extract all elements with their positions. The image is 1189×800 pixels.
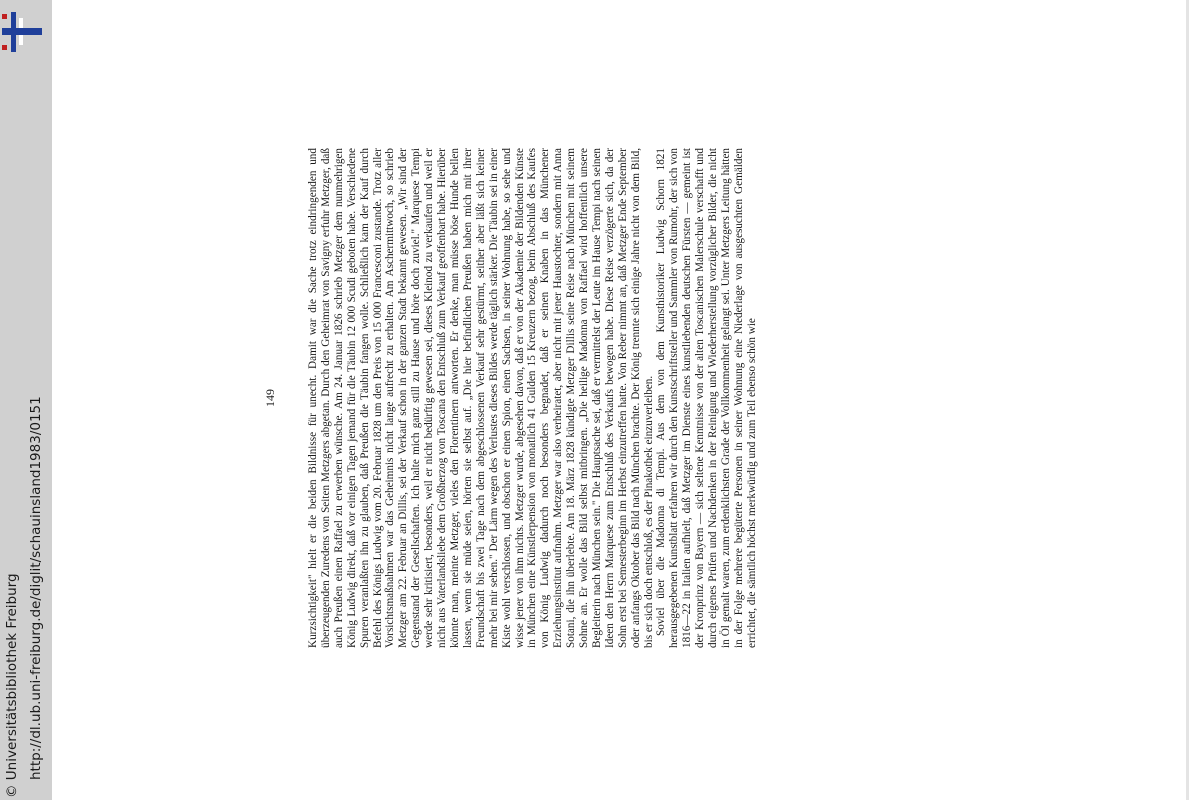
viewer-sidebar (0, 0, 52, 800)
scanned-page (263, 148, 971, 648)
viewer-credits (0, 0, 52, 800)
paragraph: Kurzsichtigkeit" hielt er die beiden Bildnisse für unecht. Damit war die Sache trotz eindringenden und überzeugenden Zuredens von Seiten Metzgers abgetan. Durch den Geheimrat von Savigny erfuhr Metzger, daß auch Preußen einen Raffael zu erwerben wünsche. Am 24. Januar 1826 schrieb Metzger dem nunmehrigen König Ludwig direkt, daß vor einigen Tagen jemand für die Täubin 12 000 Scudi geboten habe. Verschiedene Spuren veranlaßten ihn zu glauben, daß Preußen die Täubin fangen wolle. Schließlich kam der Kauf durch Befehl des Königs Ludwig vom 20. Februar 1828 um den Preis von 15 000 Francesconi zustande. Trotz aller Vorsichtsmaßnahmen war das Geheimnis nicht lange aufrecht zu erhalten. Am Aschermittwoch, so schrieb Metzger am 22. Februar an Dillis, sei der Verkauf schon in der ganzen Stadt bekannt gewesen. „Wir sind der Gegenstand der Gesellschaften. Ich halte mich ganz still zu Hause und höre doch zuviel." Marquese Tempi werde sehr kritisiert, besonders, weil er nicht bedürftig gewesen sei, dieses Kleinod zu verkaufen und weil er nicht aus Vaterlandsliebe dem Großherzog von Toscana den Entschluß zum Verkauf geoffenbart habe. Hierüber könnte man, meinte Metzger, vieles den Florentinern antworten. Er denke, man müsse böse Hunde bellen lassen, wenn sie müde seien, hörten sie selbst auf. „Die hier befindlichen Preußen haben mich mit ihrer Freundschaft bis zwei Tage nach dem abgeschlossenen Verkauf sehr gestürmt, seither aber läßt sich keiner mehr bei mir sehen." Der Lärm wegen des Verlustes dieses Bildes werde täglich stärker. Die Täubin sei in einer Kiste wohl verschlossen, und obschon er einen Spion, einen Sachsen, in seiner Wohnung habe, so sehe und wisse jener von ihm nichts. Metzger wurde, abgesehen davon, daß er von der Akademie der Bildenden Künste in München eine Künstlerpension von monatlich 41 Gulden 15 Kreuzern bezog, beim Abschluß des Kaufes von König Ludwig dadurch noch besonders begnadet, daß er seinen Knaben in das Münchener Erziehungsinstitut aufnahm. Metzger war also verheiratet, aber nicht mit jener Haustochter, sondern mit Anna Sotani, die ihn überlebte. Am 18. März 1828 kündigte Metzger Dillis seine Reise nach München mit seinem Sohne an. Er wolle das Bild selbst mitbringen. „Die heilige Madonna von Raffael wird hoffentlich unsere Begleiterin nach München sein." Die Hauptsache sei, daß er vermittelst der Leute im Hause Tempi nach seinen Ideen den Herrn Marquese zum Entschluß des Verkaufs bewogen habe. Diese Reise verzögerte sich, da der Sohn erst bei Semesterbeginn im Herbst einzutreffen hatte. Von Reber nimmt an, daß Metzger Ende September oder anfangs Oktober das Bild nach München brachte. Der König trennte sich einige Jahre nicht von dem Bild, bis er sich doch entschloß, es der Pinakothek einzuverleiben. (307, 148, 655, 648)
source-url[interactable]: http://dl.ub.uni-freiburg.de/diglit/schauinsland1983/0151 (28, 396, 44, 780)
copyright-notice: © Universitätsbibliothek Freiburg (4, 573, 20, 798)
page-body (307, 148, 759, 648)
paragraph: Soviel über die Madonna di Tempi. Aus dem von dem Kunsthistoriker Ludwig Schorn 1821 herausgegebenen Kunstblatt erfahren wir durch den Kunstschriftsteller und Sammler von Rumohr, der sich von 1816—22 in Italien aufhielt, daß Metzger im Dienste eines kunstliebenden deutschen Fürsten — gemeint ist der Kronprinz von Bayern — sich seltene Kenntnisse von der alten Toscanischen Malerschule verschafft und durch eigenes Prüfen und Nachdenken in der Reinigung und Wiederherstellung vorzüglicher Bilder, die nicht in Öl gemalt waren, zum erdenklichsten Grade der Vollkommenheit gelangt sei. Unter Metzgers Leitung hätten in der Folge mehrere begüterte Personen in seiner Wohnung eine Niederlage von ausgesuchten Gemälden errichtet, die sämtlich höchst merkwürdig und zum Teil ebenso schön wie (655, 148, 758, 648)
page-number: 149 (263, 389, 277, 407)
